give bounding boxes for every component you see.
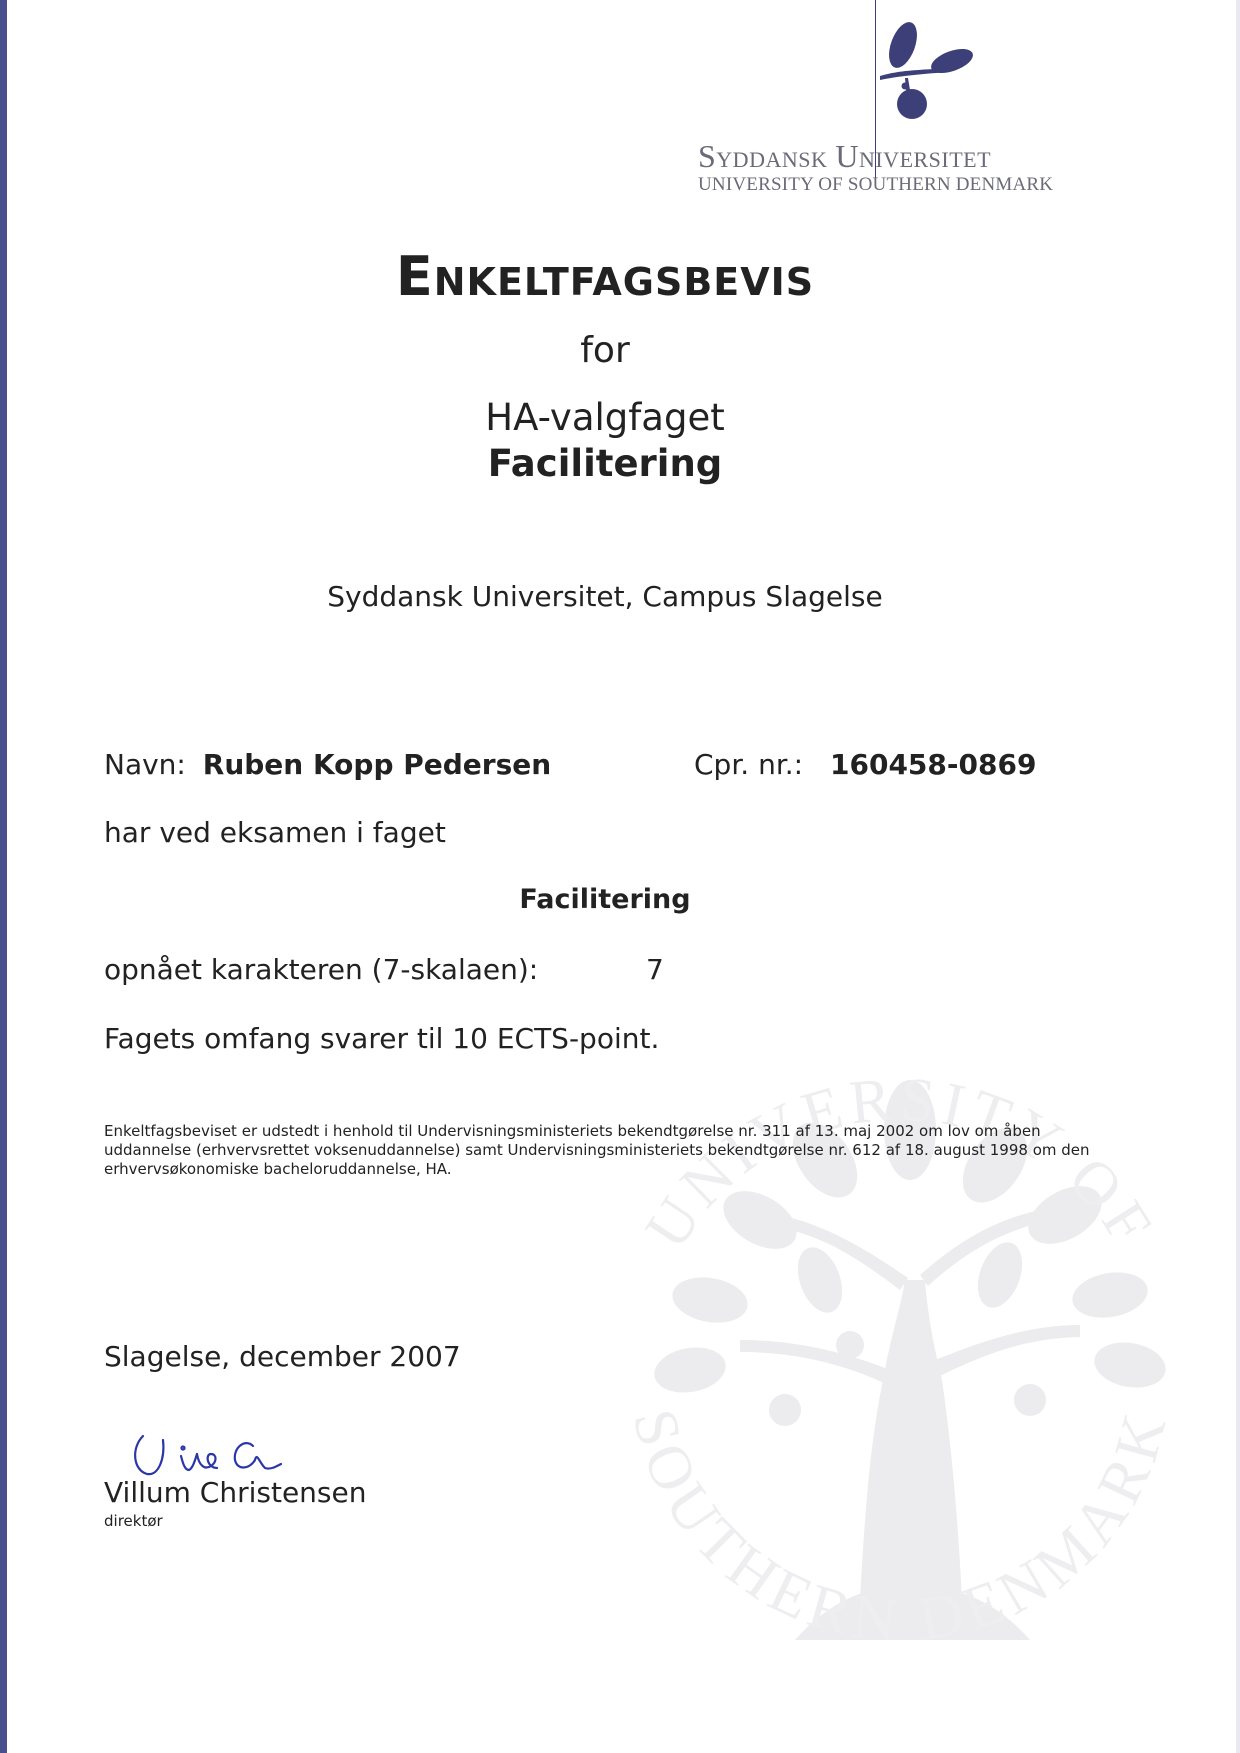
campus-label: Syddansk Universitet, Campus Slagelse [327,580,883,613]
student-name: Ruben Kopp Pedersen [202,748,552,781]
logo-english-name: UNIVERSITY OF SOUTHERN DENMARK [698,174,1054,195]
ects-text: Fagets omfang svarer til 10 ECTS-point. [104,1022,660,1055]
exam-intro: har ved eksamen i faget [104,816,446,849]
signatory-role: direktør [104,1512,163,1530]
logo-name-part1: Syddansk [698,138,828,174]
place-date: Slagelse, december 2007 [104,1340,461,1373]
program-label: HA-valgfaget [485,396,725,439]
course-title: Facilitering [487,442,723,485]
for-label: for [580,330,630,371]
name-label: Navn: [104,748,186,781]
signatory-name: Villum Christensen [104,1476,367,1509]
watermark-top-text: UNIVERSITY OF [632,1065,1168,1261]
cpr-row [694,748,1036,781]
grade-value: 7 [646,953,664,986]
tree-logo-icon [860,18,980,128]
grade-label: opnået karakteren (7-skalaen): [104,953,539,986]
cpr-number: 160458-0869 [830,748,1037,781]
certificate-title: Enkeltfagsbevis [395,245,815,308]
exam-course: Facilitering [519,884,691,915]
watermark-bottom-text: SOUTHERN DENMARK [619,1401,1181,1656]
legal-notice: Enkeltfagsbeviset er udstedt i henhold til Undervisningsministeriets bekendtgørelse nr. 311 af 13. maj 2002 om lov om åben uddannelse (erhvervsrettet voksenuddannelse) samt Undervisningsministeriets bekendtgørelse nr. 612 af 18. august 1998 om den erhvervsøkonomiske bacheloruddannelse, HA. [104,1122,1090,1178]
logo-name-part2: Universitet [835,138,992,174]
university-logo [698,138,1098,196]
name-row [104,748,551,781]
cpr-label: Cpr. nr.: [694,748,804,781]
